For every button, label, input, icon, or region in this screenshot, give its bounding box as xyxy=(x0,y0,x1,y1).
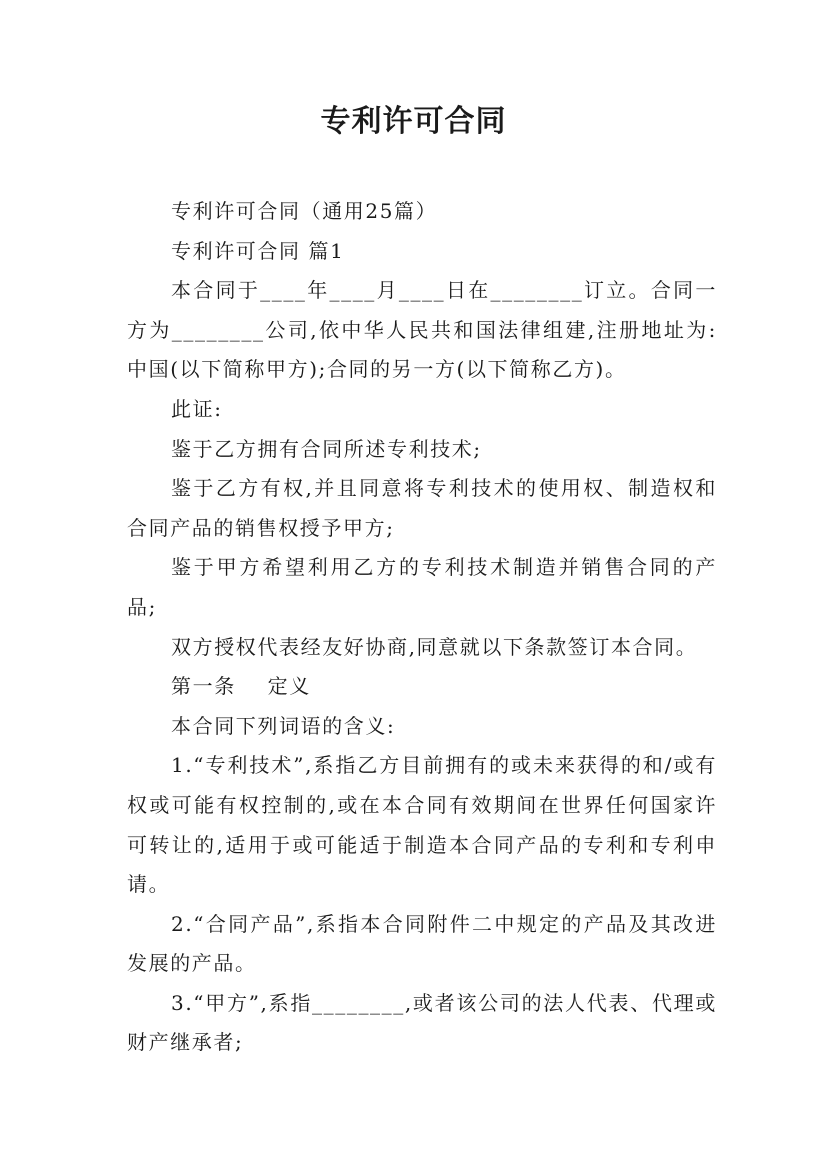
paragraph-witness: 此证: xyxy=(171,396,223,421)
paragraph-agreement: 双方授权代表经友好协商,同意就以下条款签订本合同。 xyxy=(171,634,698,659)
paragraph-section-heading: 专利许可合同 篇1 xyxy=(171,238,345,263)
paragraph-article-1-heading: 第一条 定义 xyxy=(171,674,311,699)
paragraph-subtitle: 专利许可合同（通用25篇） xyxy=(171,199,438,223)
paragraph-whereas-1: 鉴于乙方拥有合同所述专利技术; xyxy=(171,436,482,461)
paragraph-whereas-3: 鉴于甲方希望利用乙方的专利技术制造并销售合同的产品; xyxy=(127,555,717,619)
paragraph-definition-2: 2.“合同产品”,系指本合同附件二中规定的产品及其改进发展的产品。 xyxy=(127,911,717,976)
paragraph-definition-1: 1.“专利技术”,系指乙方目前拥有的或未来获得的和/或有权或可能有权控制的,或在本合同有效期间在世界任何国家许可转让的,适用于或可能适于制造本合同产品的专利和专利申请。 xyxy=(127,753,717,897)
document-title: 专利许可合同 xyxy=(320,104,507,139)
paragraph-definitions-intro: 本合同下列词语的含义: xyxy=(171,713,396,738)
paragraph-whereas-2: 鉴于乙方有权,并且同意将专利技术的使用权、制造权和合同产品的销售权授予甲方; xyxy=(127,476,717,540)
document-body xyxy=(127,192,717,1063)
paragraph-parties: 本合同于____年____月____日在________订立。合同一方为________公司,依中华人民共和国法律组建,注册地址为:中国(以下简称甲方);合同的另一方(以下简称乙方)。 xyxy=(127,278,717,382)
paragraph-definition-3: 3.“甲方”,系指________,或者该公司的法人代表、代理或财产继承者; xyxy=(127,990,717,1055)
